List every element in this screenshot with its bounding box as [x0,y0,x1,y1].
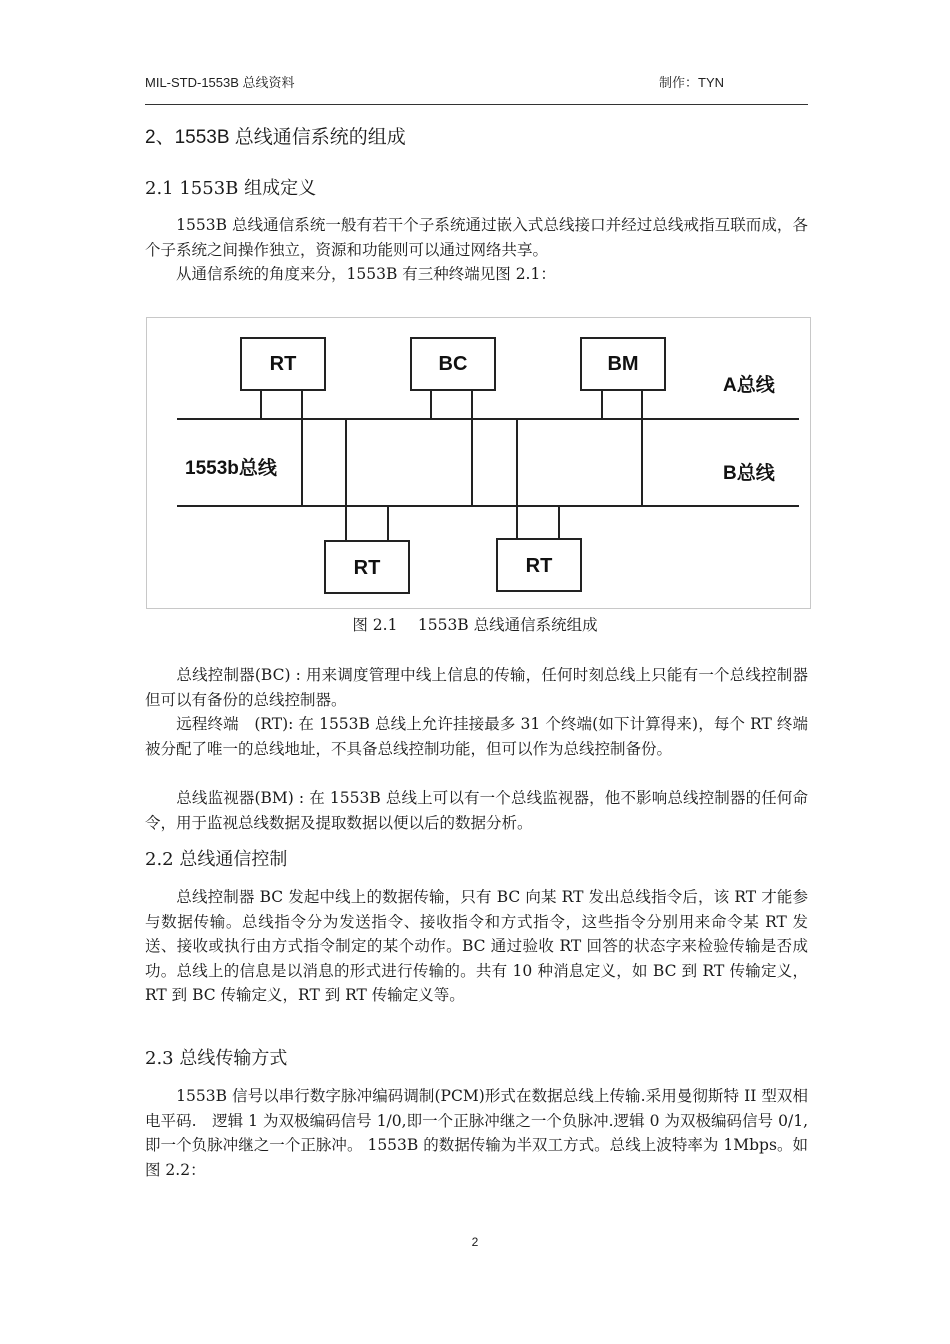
header-rule [145,104,808,105]
header-author: 制作：TYN [659,75,725,90]
b-bus-label: B总线 [723,463,775,484]
rt-bottom-right-label: RT [525,555,553,577]
rt-top-label: RT [269,353,297,375]
paragraph-2-3: 1553B 信号以串行数字脉冲编码调制(PCM)形式在数据总线上传输.采用曼彻斯特 II 型双相电平码. 逻辑 1 为双极编码信号 1/0,即一个正脉冲继之一个负脉冲.逻辑 0 为双极编码信号 0/1,即一个负脉冲继之一个正脉冲。 1553B 的数据传输为半双工方式。总线上波特率为 1Mbps。如图 2.2： [145,1087,808,1179]
figure-bus-diagram [146,317,811,609]
definition-rt: 远程终端 (RT): 在 1553B 总线上允许挂接最多 31 个终端(如下计算得来)，每个 RT 终端被分配了唯一的总线地址，不具备总线控制功能，但可以作为总线控制备份。 [145,715,808,758]
definition-bm: 总线监视器(BM) : 在 1553B 总线上可以有一个总线监视器，他不影响总线控制器的任何命令，用于监视总线数据及提取数据以便以后的数据分析。 [145,789,808,832]
paragraph-2-1-terminals: 从通信系统的角度来分，1553B 有三种终端见图 2.1： [145,265,556,283]
bm-label: BM [607,353,639,375]
paragraph-2-2: 总线控制器 BC 发起中线上的数据传输，只有 BC 向某 RT 发出总线指令后，该 RT 才能参与数据传输。总线指令分为发送指令、接收指令和方式指令，这些指令分别用来命令某 RT 发送、接收或执行由方式指令制定的某个动作。BC 通过验收 RT 回答的状态字来检验传输是否成功。总线上的信息是以消息的形式进行传输的。共有 10 种消息定义，如 BC 到 RT 传输定义，RT 到 BC 传输定义，RT 到 RT 传输定义等。 [145,888,808,1004]
1553b-bus-label: 1553b总线 [185,458,277,479]
bc-label: BC [438,353,468,375]
header-title: MIL-STD-1553B 总线资料 [145,75,295,90]
subsection-title-2-2: 2.2 总线通信控制 [145,849,288,870]
rt-bottom-left-label: RT [353,557,381,579]
subsection-title-2-3: 2.3 总线传输方式 [145,1048,288,1069]
paragraph-2-1-intro: 1553B 总线通信系统一般有若干个子系统通过嵌入式总线接口并经过总线戒指互联而成，各个子系统之间操作独立，资源和功能则可以通过网络共享。 [145,216,808,259]
figure-caption: 图 2.1 1553B 总线通信系统组成 [352,616,598,634]
section-heading: 2、1553B 总线通信系统的组成 [145,127,406,148]
definition-bc: 总线控制器(BC) : 用来调度管理中线上信息的传输，任何时刻总线上只能有一个总线控制器但可以有备份的总线控制器。 [145,666,808,709]
a-bus-label: A总线 [723,375,775,396]
subsection-title-2-1: 2.1 1553B 组成定义 [145,178,317,199]
page-number: 2 [471,1235,479,1249]
